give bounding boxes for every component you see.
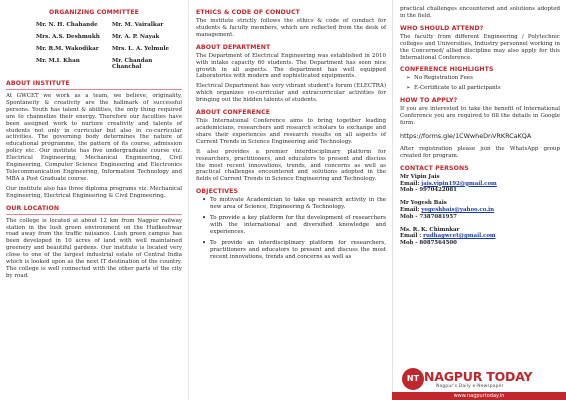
nagpur-today-logo <box>402 368 560 392</box>
committee-member: Mr. A. P. Nayak <box>112 34 160 40</box>
highlight-item: ➢ No Registration Fees <box>404 75 560 82</box>
department-text: The Department of Electrical Engineering was established in 2010 with intake capacity 60 students. The Department has seen nice growth in all aspects. The department has well equipped Laboratories with modern and sophisticated equipments. <box>196 52 386 80</box>
committee-heading: ORGANIZING COMMITTEE <box>48 9 140 16</box>
column-middle <box>188 0 392 400</box>
heading-divider <box>6 214 182 215</box>
logo-tagline: Nagpur's Daily e-Newspaper <box>436 384 504 389</box>
conference-text: This International Conference aims to bring together leading academicians, researchers and research scholars to exchange and share their experiences and research results on all aspects of Current Trends in Science Engineering and Technology. <box>196 118 386 145</box>
committee-member: Mrs. A.S. Deshmukh <box>36 34 100 40</box>
email-label: Email: <box>400 180 422 187</box>
highlights-heading: CONFERENCE HIGHLIGHTS <box>400 66 494 74</box>
email-label: Email: <box>400 206 422 213</box>
committee-member: Mr. R.M. Wakodikar <box>36 46 99 52</box>
committee-member: Mr. M. Vairalkar <box>112 22 164 28</box>
email-label: Email : <box>400 233 424 240</box>
contact-card <box>400 174 560 194</box>
continued-text: practical challenges encountered and solutions adopted in the field. <box>400 6 560 19</box>
contact-mobile: Mob - 8087564500 <box>400 240 457 247</box>
objectives-list <box>196 197 386 260</box>
objective-item: • To provide an interdisciplinary platform for researchers, practitioners and educators to present and discuss the most recent innovations, trends and concerns as well as <box>200 240 386 261</box>
email-link[interactable]: jais.vipin192@gmail.com <box>421 180 497 187</box>
objective-item: • To provide a key platform for the development of researchers with the international and diversified knowledge and experiences. <box>200 215 386 236</box>
whatsapp-text: After registration please join the WhatsApp group created for program. <box>400 145 560 159</box>
location-text: The college is located at about 12 km from Nagpur railway station in the lush green environment on the Hudkeshwar road away from the traffic nuisance. Lush green campus has been developed in 10 acres of land with well maintained greenery and beautiful gardens. Our institute is located very close to one of the largest industrial estate of Central India which is looked upon as the next IT destination of the country. The college is well connected with the other parts of the city by road. <box>6 217 182 279</box>
google-form-link[interactable]: https://forms.gle/1CWwheDnVRKRCaKQA <box>400 131 532 140</box>
contact-card <box>400 227 560 247</box>
highlights-list <box>400 75 560 92</box>
objectives-heading: OBJECTIVES <box>196 188 239 196</box>
website-link[interactable]: www.nagpurtoday.in <box>392 392 566 400</box>
contact-mobile: Mob - 9970422081 <box>400 187 457 194</box>
column-left <box>0 0 188 400</box>
objective-item: • To motivate Academician to take up research activity in the new area of Science, Engineering & Technology. <box>200 197 386 211</box>
heading-divider <box>6 89 182 90</box>
attend-heading: WHO SHOULD ATTEND? <box>400 24 484 32</box>
diploma-text: Our institute also has three diploma programs viz. Mechanical Engineering, Electrical Engineering & Civil Engineering. <box>6 185 182 199</box>
email-link[interactable]: yogeshbais@yahoo.co.in <box>421 206 495 213</box>
committee-member: Mr. N. H. Chahande <box>36 22 98 28</box>
contact-heading: CONTACT PERSONS <box>400 164 469 172</box>
nt-logo-icon: NT <box>402 368 424 390</box>
apply-heading: HOW TO APPLY? <box>400 97 458 105</box>
about-institute-text: At GWCET we work as a team, we believe, originality, Spontaneity & creativity are the hallmark of successful persons. Youth has talent & abilities, the only thing required are to channelize their energy. Therefore our faculties have been assigned work to nurture creativity and talents of students not only in curricular but also in co-curricular activities. The governing body determines the nature of educational programme, the pattern of its course, admission policy etc. Our institute has five undergraduate course viz. Electrical Engineering, Mechanical Engineering, Civil Engineering, Computer Science Engineering and Electronics Telecommunication Engineering, Information Technology and MBA a Post Graduate course. <box>6 93 182 182</box>
conference-platform-text: It also provides a premier interdisciplinary platform for researchers, practitioners, and educators to present and discuss the most recent innovations, trends, and concerns as well as practical challenges encountered and solutions adopted in the fields of Current Trends in Science Engineering and Technology. <box>196 148 386 183</box>
contact-mobile: Mob - 7387081957 <box>400 213 457 220</box>
department-heading: ABOUT DEPARTMENT <box>196 43 271 51</box>
committee-member: Mr. Chandan Chanchal <box>112 58 153 70</box>
highlight-item: ➢ E-Certificate to all participants <box>404 85 560 92</box>
ethics-heading: ETHICS & CODE OF CONDUCT <box>196 9 301 16</box>
department-forum-text: Electrical Department has very vibrant student's forum (ELECTRA) which organizes co-curricular and extracurricular activities for bringing out the hidden talents of students. <box>196 83 386 104</box>
contact-name: Ms. R. K. Chimnkar <box>400 226 460 233</box>
committee-member: Mr. M.I. Khan <box>36 58 80 64</box>
committee-member: Mrs. L. A. Yelmule <box>112 46 170 52</box>
contact-card <box>400 200 560 220</box>
contact-name: Mr Vipin Jais <box>400 173 440 180</box>
about-institute-heading: ABOUT INSTITUTE <box>6 80 70 87</box>
contact-name: Mr Yogesh Bais <box>400 200 447 207</box>
location-heading: OUR LOCATION <box>6 204 60 212</box>
committee-list <box>36 22 182 70</box>
conference-heading: ABOUT CONFERENCE <box>196 109 271 117</box>
email-link[interactable]: rudhagwcet@gmail.com <box>423 233 496 240</box>
column-right <box>392 0 566 400</box>
attend-text: The faculty from different Engineering / Polytechnic colleges and Universities, Industry personnel working in the Concerned/ allied discipline may also apply for this International Conference. <box>400 33 560 61</box>
ethics-text: The institute strictly follows the ethics & code of conduct for students & faculty members, which are reflected from the desk of management. <box>196 18 386 38</box>
apply-text: If you are interested to take the benefit of International Conference you are required to fill the details in Google form. <box>400 106 560 127</box>
logo-name: NAGPUR TODAY <box>424 369 533 384</box>
